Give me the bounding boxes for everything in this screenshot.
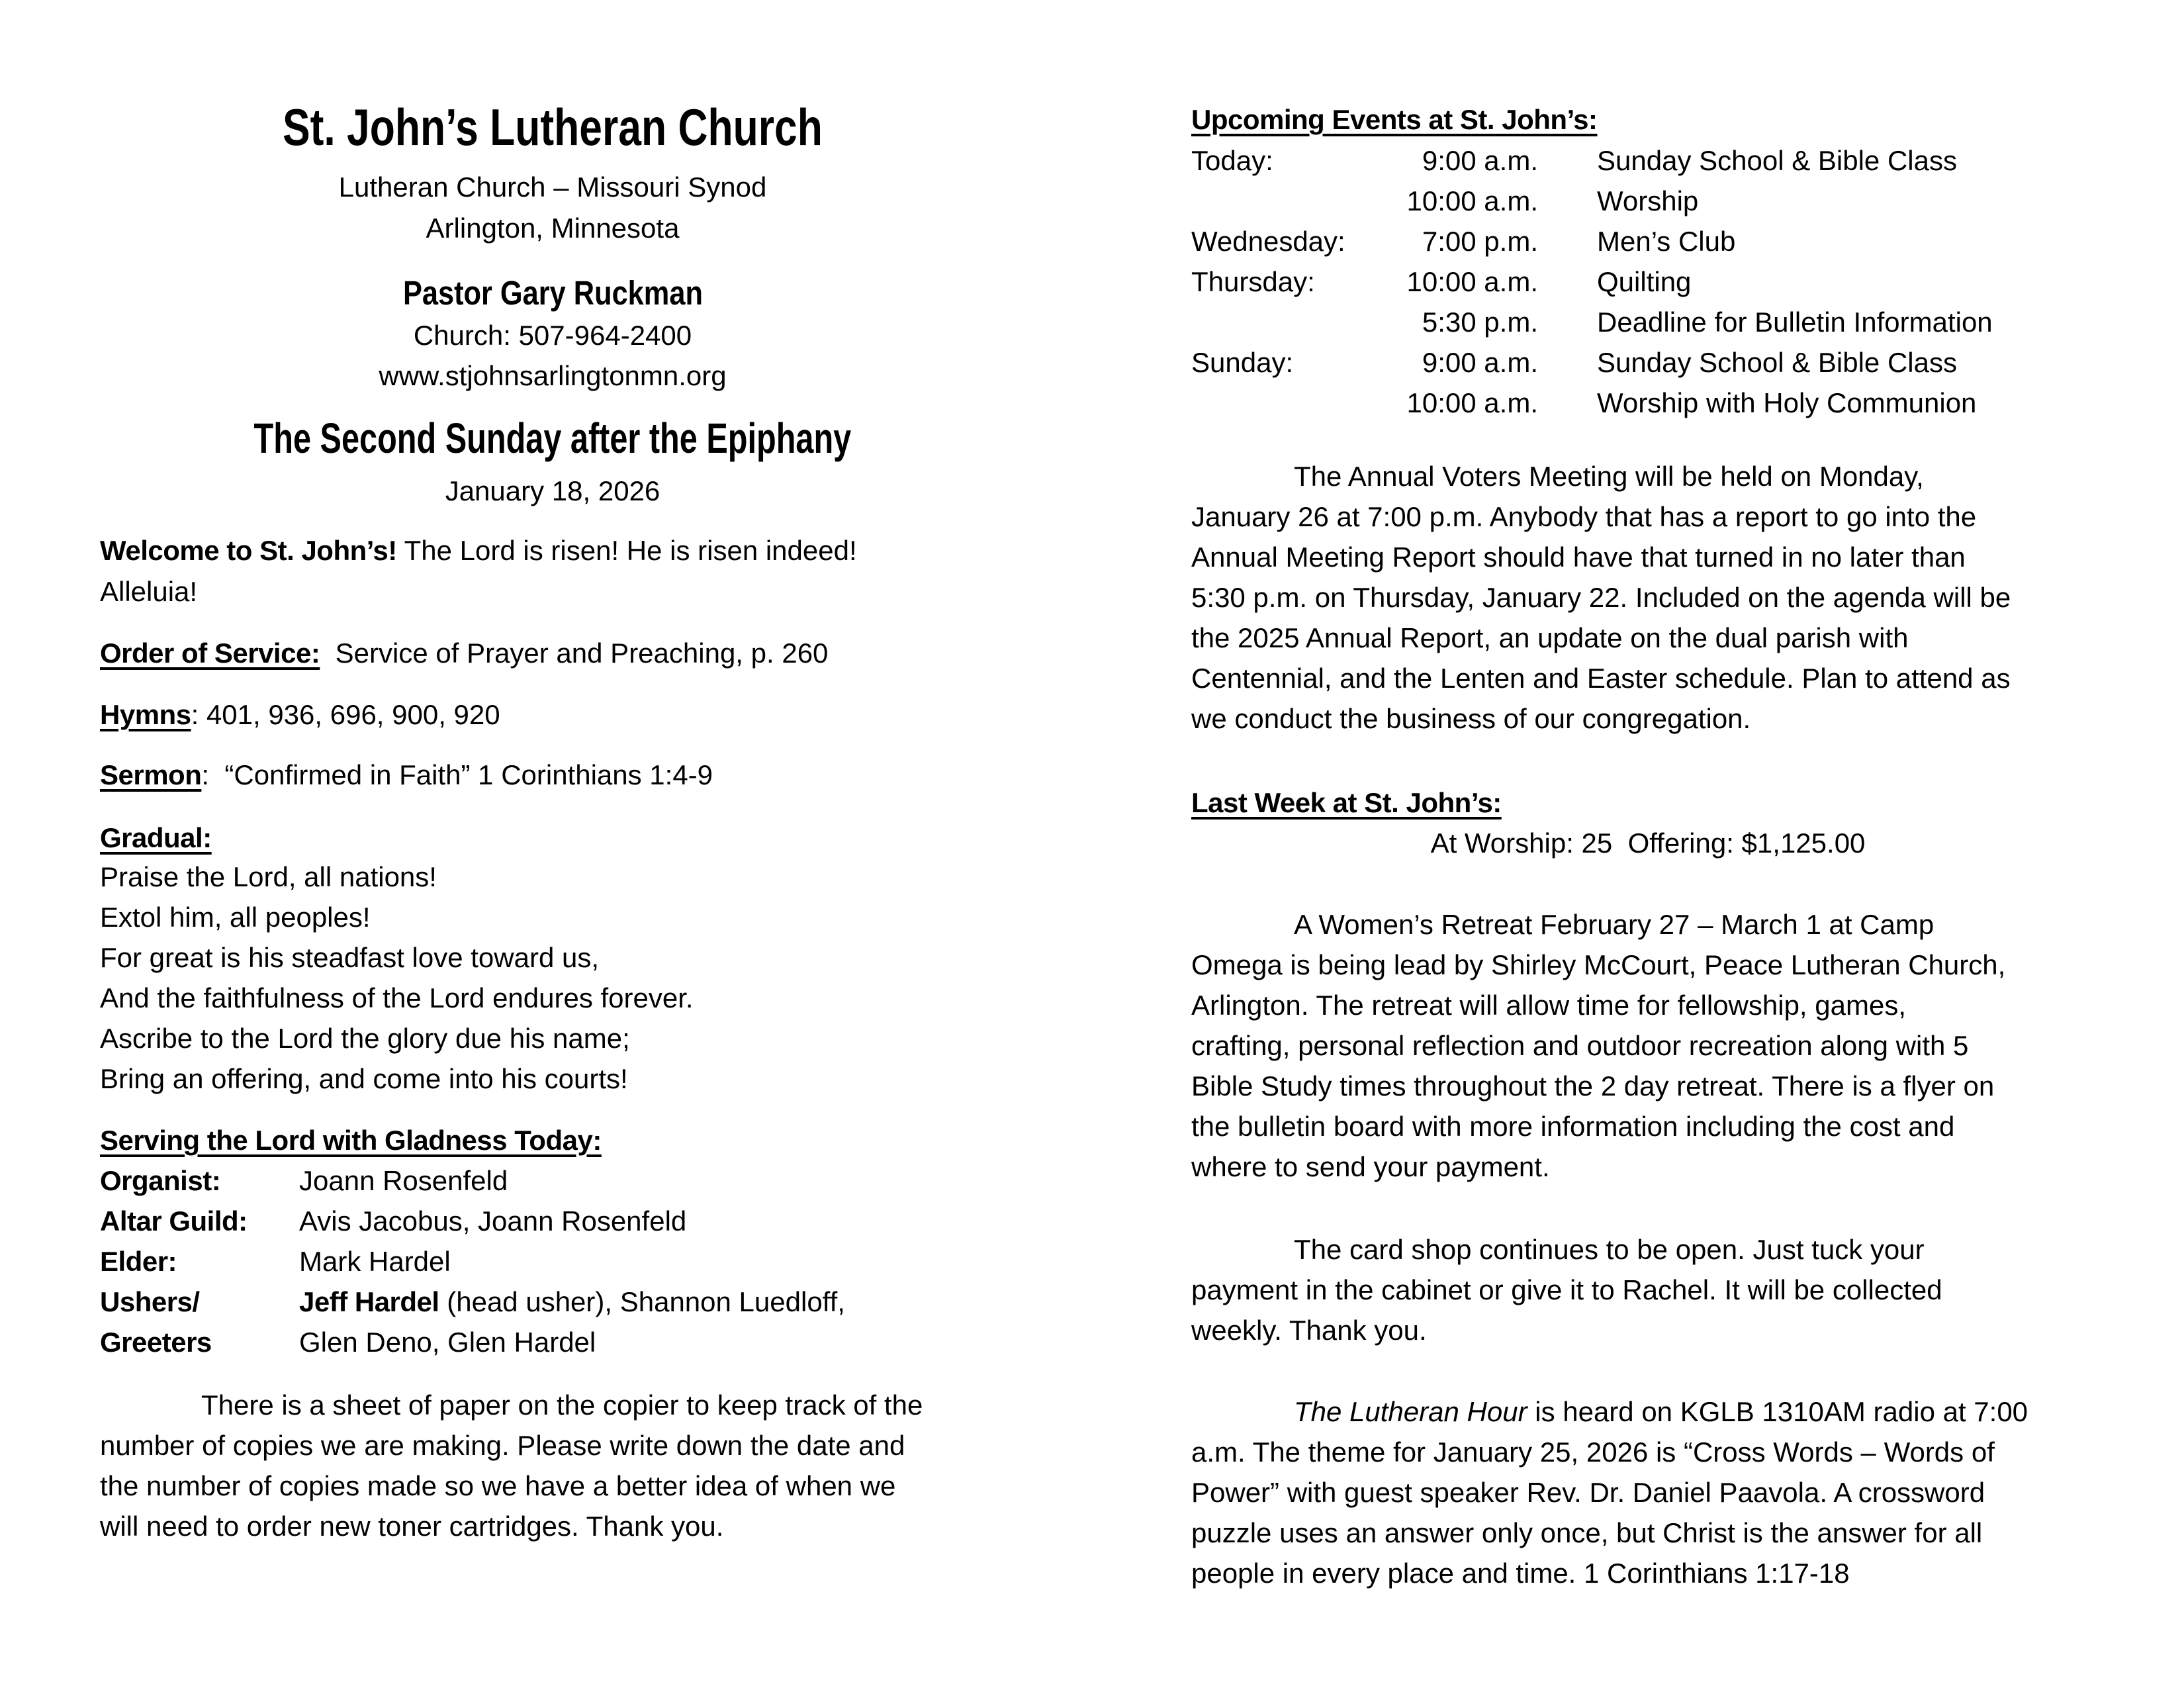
paragraph-line: Arlington. The retreat will allow time for fellowship, games, (1191, 990, 1907, 1021)
gradual-line: Bring an offering, and come into his courts! (100, 1063, 628, 1095)
paragraph-line: people in every place and time. 1 Corinthians 1:17-18 (1191, 1558, 1850, 1589)
gradual-line: Praise the Lord, all nations! (100, 861, 437, 893)
serving-names: Glen Deno, Glen Hardel (299, 1327, 596, 1358)
event-time: 10:00 a.m. (1406, 387, 1538, 419)
serving-heading (100, 1124, 602, 1157)
paragraph-line: payment in the cabinet or give it to Rachel. It will be collected (1191, 1274, 1942, 1306)
church-phone: Church: 507-964-2400 (413, 320, 692, 352)
paragraph-line: crafting, personal reflection and outdoor recreation along with 5 (1191, 1030, 1969, 1062)
serving-role: Elder: (100, 1246, 177, 1278)
event-time: 9:00 a.m. (1422, 347, 1538, 379)
welcome-line-2 (100, 575, 197, 608)
event-time: 7:00 p.m. (1422, 226, 1538, 258)
sermon (100, 759, 713, 792)
location-text: Arlington, Minnesota (426, 212, 680, 244)
paragraph-line: A Women’s Retreat February 27 – March 1 at Camp (1294, 909, 1934, 941)
occasion-title: The Second Sunday after the Epiphany (253, 414, 852, 462)
gradual-line: And the faithfulness of the Lord endures forever. (100, 982, 694, 1014)
event-name: Deadline for Bulletin Information (1597, 306, 1993, 338)
last-week-heading (1191, 786, 1502, 820)
gradual-line: For great is his steadfast love toward us, (100, 942, 600, 974)
lutheran-hour-text: is heard on KGLB 1310AM radio at 7:00 (1527, 1396, 2028, 1428)
paragraph-line: Power” with guest speaker Rev. Dr. Daniel Paavola. A crossword (1191, 1477, 1985, 1509)
upcoming-heading-text: Upcoming Events at St. John’s: (1191, 104, 1598, 136)
event-time: 10:00 a.m. (1406, 185, 1538, 217)
paragraph-line: January 26 at 7:00 p.m. Anybody that has a report to go into the (1191, 501, 1977, 533)
phone-line (0, 319, 1105, 352)
lutheran-hour-title: The Lutheran Hour (1294, 1396, 1527, 1428)
paragraph-line: Omega is being lead by Shirley McCourt, Peace Lutheran Church, (1191, 949, 2006, 981)
hymns-value: : 401, 936, 696, 900, 920 (191, 699, 500, 731)
church-name-heading (0, 97, 1105, 159)
hymns (100, 698, 500, 731)
gradual-line: Extol him, all peoples! (100, 902, 371, 933)
serving-role: Ushers/ (100, 1286, 200, 1318)
serving-names: Joann Rosenfeld (299, 1165, 508, 1197)
paragraph-line: 5:30 p.m. on Thursday, January 22. Included on the agenda will be (1191, 582, 2011, 614)
serving-role: Organist: (100, 1165, 221, 1197)
paragraph-line: will need to order new toner cartridges. Thank you. (100, 1511, 724, 1542)
order-of-service-label: Order of Service: (100, 637, 320, 669)
serving-names: Avis Jacobus, Joann Rosenfeld (299, 1205, 687, 1237)
paragraph-line: puzzle uses an answer only once, but Christ is the answer for all (1191, 1517, 1983, 1549)
welcome-line (100, 534, 857, 567)
serving-role: Greeters (100, 1327, 212, 1358)
paragraph-line: There is a sheet of paper on the copier to keep track of the (201, 1389, 923, 1421)
occasion-heading (0, 413, 1105, 464)
paragraph-line: The Annual Voters Meeting will be held on Monday, (1294, 461, 1924, 492)
head-usher-name: Jeff Hardel (299, 1286, 439, 1318)
event-day: Thursday: (1191, 266, 1315, 298)
last-week-heading-text: Last Week at St. John’s: (1191, 787, 1502, 819)
event-day: Wednesday: (1191, 226, 1345, 258)
pastor-line (0, 273, 1105, 313)
gradual-heading (100, 821, 212, 855)
church-website[interactable]: www.stjohnsarlingtonmn.org (379, 360, 727, 392)
event-name: Worship with Holy Communion (1597, 387, 1977, 419)
paragraph-line: weekly. Thank you. (1191, 1315, 1427, 1346)
paragraph-line: Annual Meeting Report should have that turned in no later than (1191, 541, 1966, 573)
paragraph-line: the bulletin board with more information including the cost and (1191, 1111, 1955, 1143)
event-time: 9:00 a.m. (1422, 145, 1538, 177)
event-day: Today: (1191, 145, 1273, 177)
upcoming-heading (1191, 103, 1598, 136)
paragraph-line: Bible Study times throughout the 2 day retreat. There is a flyer on (1191, 1070, 1995, 1102)
synod-text: Lutheran Church – Missouri Synod (338, 171, 767, 203)
order-of-service-value: Service of Prayer and Preaching, p. 260 (320, 637, 829, 669)
paragraph-line: The card shop continues to be open. Just tuck your (1294, 1234, 1925, 1266)
event-name: Sunday School & Bible Class (1597, 145, 1957, 177)
event-time: 10:00 a.m. (1406, 266, 1538, 298)
event-name: Worship (1597, 185, 1699, 217)
paragraph-line (1294, 1395, 2028, 1429)
gradual-label: Gradual: (100, 822, 212, 854)
sermon-label: Sermon (100, 759, 202, 791)
event-name: Quilting (1597, 266, 1692, 298)
paragraph-line: where to send your payment. (1191, 1151, 1550, 1183)
serving-names: Mark Hardel (299, 1246, 451, 1278)
paragraph-line: the number of copies made so we have a better idea of when we (100, 1470, 896, 1502)
event-name: Sunday School & Bible Class (1597, 347, 1957, 379)
website-line (0, 359, 1105, 393)
service-date: January 18, 2026 (445, 475, 660, 507)
ushers-names: (head usher), Shannon Luedloff, (439, 1286, 845, 1318)
serving-heading-text: Serving the Lord with Gladness Today: (100, 1125, 602, 1156)
event-name: Men’s Club (1597, 226, 1736, 258)
event-time: 5:30 p.m. (1422, 306, 1538, 338)
pastor-name: Pastor Gary Ruckman (402, 274, 703, 312)
sermon-value: : “Confirmed in Faith” 1 Corinthians 1:4-9 (201, 759, 713, 791)
alleluia-text: Alleluia! (100, 576, 198, 608)
attendance-offering: At Worship: 25 Offering: $1,125.00 (1430, 827, 1866, 859)
welcome-text: The Lord is risen! He is risen indeed! (396, 535, 857, 567)
church-name: St. John’s Lutheran Church (283, 98, 823, 156)
paragraph-line: we conduct the business of our congregation. (1191, 703, 1751, 735)
gradual-line: Ascribe to the Lord the glory due his name; (100, 1023, 630, 1055)
serving-role: Altar Guild: (100, 1205, 248, 1237)
paragraph-line: the 2025 Annual Report, an update on the dual parish with (1191, 622, 1909, 654)
paragraph-line: number of copies we are making. Please write down the date and (100, 1430, 905, 1462)
event-day: Sunday: (1191, 347, 1294, 379)
date-line (0, 475, 1105, 508)
order-of-service (100, 637, 828, 670)
hymns-label: Hymns (100, 699, 191, 731)
synod-line (0, 171, 1105, 204)
paragraph-line: Centennial, and the Lenten and Easter schedule. Plan to attend as (1191, 663, 2011, 694)
last-week-stats (1191, 827, 2105, 860)
serving-names (299, 1286, 845, 1319)
welcome-bold: Welcome to St. John’s! (100, 535, 397, 567)
location-line (0, 212, 1105, 245)
paragraph-line: a.m. The theme for January 25, 2026 is “Cross Words – Words of (1191, 1436, 1995, 1468)
